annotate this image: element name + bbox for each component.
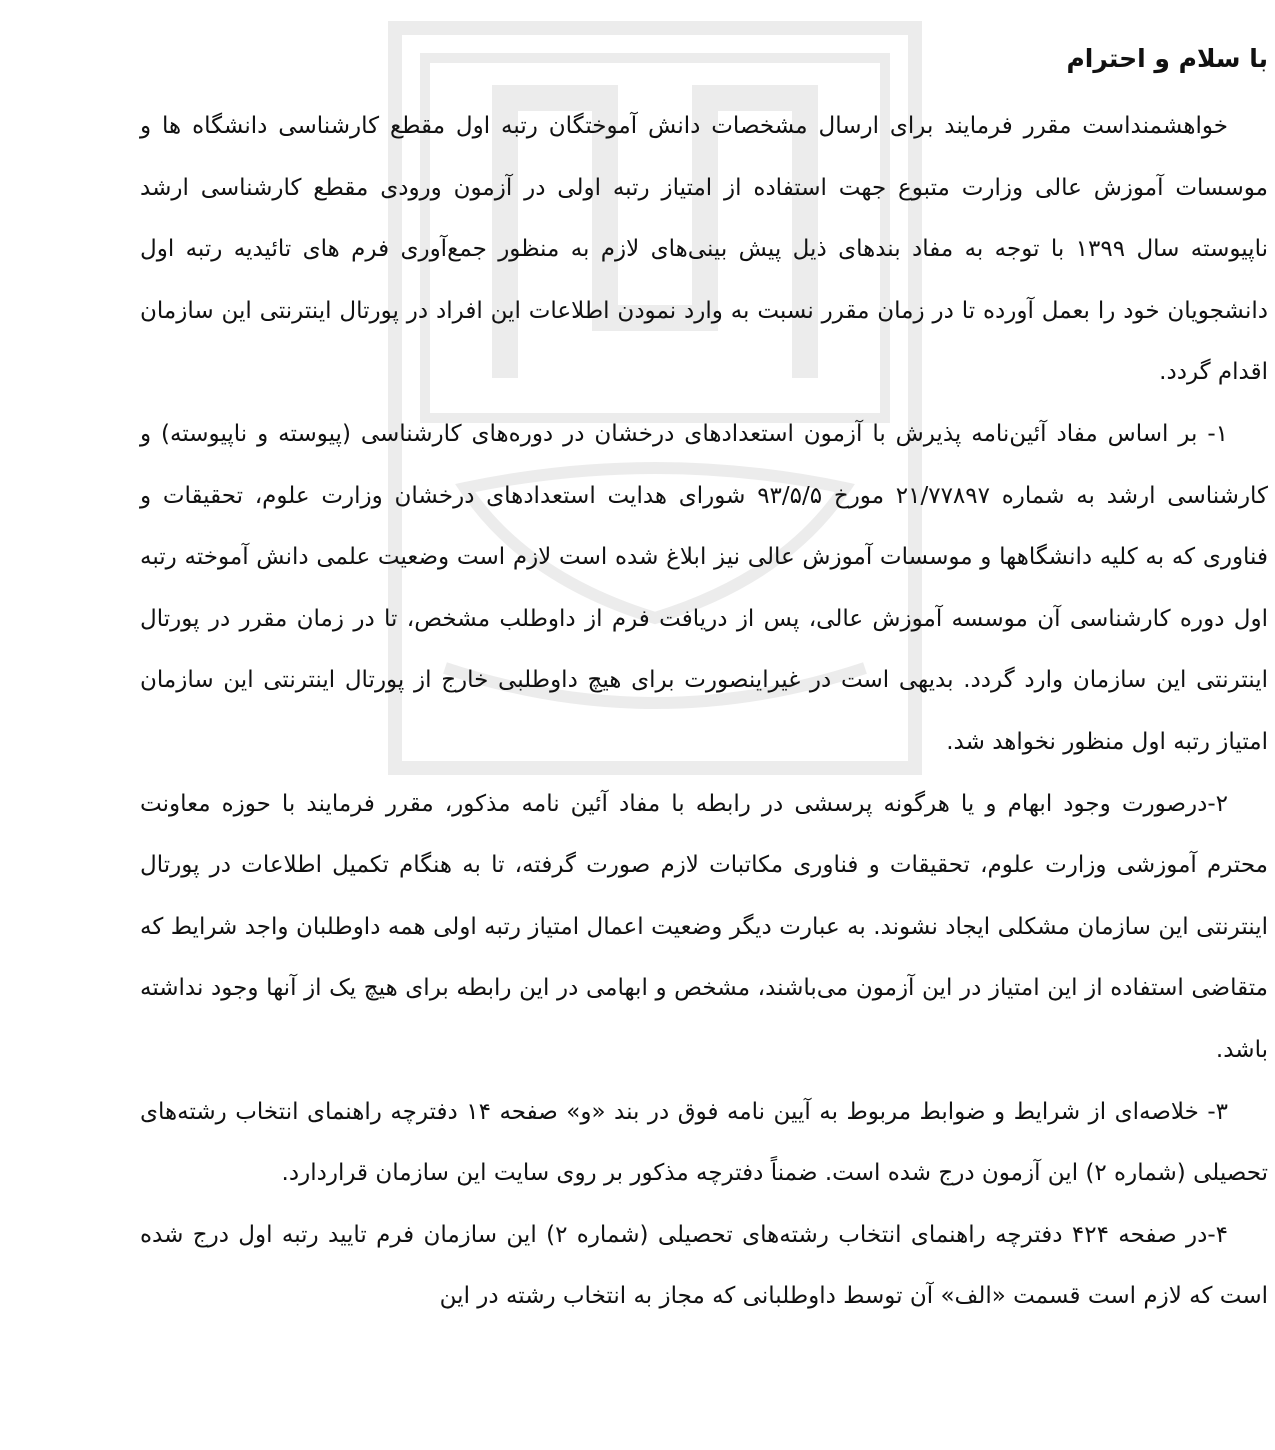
letter-body: [140, 40, 1268, 1328]
letter-intro-paragraph: خواهشمنداست مقرر فرمایند برای ارسال مشخصات دانش آموختگان رتبه اول مقطع کارشناسی دانشگاه ها و موسسات آموزش عالی وزارت متبوع جهت استفاده از امتیاز رتبه اولی در آزمون ورودی مقطع کارشناسی ارشد ناپیوسته سال ۱۳۹۹ با توجه به مفاد بندهای ذیل پیش بینی‌های لازم به منظور جمع‌آوری فرم های تائیدیه رتبه اول دانشجویان خود را بعمل آورده تا در زمان مقرر نسبت به وارد نمودن اطلاعات این افراد در پورتال اینترنتی این سازمان اقدام گردد.: [140, 113, 1268, 386]
letter-item-3: ۳- خلاصه‌ای از شرایط و ضوابط مربوط به آیین نامه فوق در بند «و» صفحه ۱۴ دفترچه راهنمای انتخاب رشته‌های تحصیلی (شماره ۲) این آزمون درج شده است. ضمناً دفترچه مذکور بر روی سایت این سازمان قراردارد.: [140, 1098, 1268, 1187]
letter-greeting: با سلام و احترام: [1066, 44, 1268, 73]
letter-item-1: ۱- بر اساس مفاد آئین‌نامه پذیرش با آزمون استعدادهای درخشان در دوره‌های کارشناسی (پیوسته و ناپیوسته) و کارشناسی ارشد به شماره ۲۱/۷۷۸۹۷ مورخ ۹۳/۵/۵ شورای هدایت استعدادهای درخشان وزارت علوم، تحقیقات و فناوری که به کلیه دانشگاهها و موسسات آموزش عالی نیز ابلاغ شده است لازم است وضعیت علمی دانش آموخته رتبه اول دوره کارشناسی آن موسسه آموزش عالی، پس از دریافت فرم از داوطلب مشخص، تا در زمان مقرر در پورتال اینترنتی این سازمان وارد گردد. بدیهی است در غیراینصورت برای هیچ داوطلبی خارج از پورتال اینترنتی این سازمان امتیاز رتبه اول منظور نخواهد شد.: [140, 420, 1269, 755]
letter-item-2: ۲-درصورت وجود ابهام و یا هرگونه پرسشی در رابطه با مفاد آئین نامه مذکور، مقرر فرمایند با حوزه معاونت محترم آموزشی وزارت علوم، تحقیقات و فناوری مکاتبات لازم صورت گرفته، تا به هنگام تکمیل اطلاعات در پورتال اینترنتی این سازمان مشکلی ایجاد نشوند. به عبارت دیگر وضعیت اعمال امتیاز رتبه اولی همه داوطلبان واجد شرایط که متقاضی استفاده از این امتیاز در این آزمون می‌باشند، مشخص و ابهامی در این رابطه برای هیچ یک از آنها وجود نداشته باشد.: [140, 790, 1268, 1063]
letter-item-4: ۴-در صفحه ۴۲۴ دفترچه راهنمای انتخاب رشته‌های تحصیلی (شماره ۲) این سازمان فرم تایید رتبه اول درج شده است که لازم است قسمت «الف» آن توسط داوطلبانی که مجاز به انتخاب رشته در این: [140, 1221, 1268, 1310]
